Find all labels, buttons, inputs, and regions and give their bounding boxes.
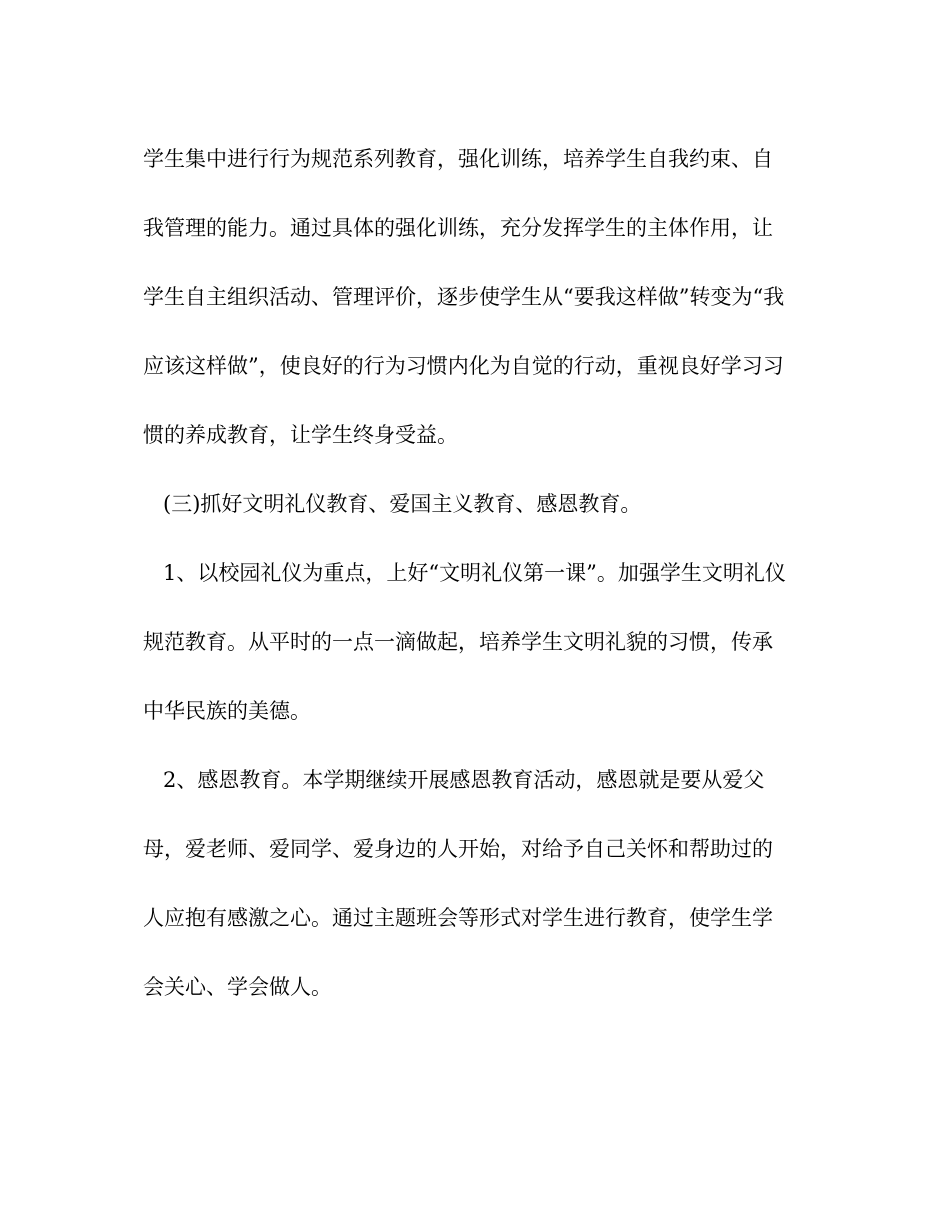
paragraph-3-line-1: 2、感恩教育。本学期继续开展感恩教育活动，感恩就是要从爱父 <box>163 768 765 792</box>
paragraph-3-line-4: 会关心、学会做人。 <box>143 975 332 999</box>
paragraph-2-line-3: 中华民族的美德。 <box>143 699 311 723</box>
paragraph-1-line-5: 惯的养成教育，让学生终身受益。 <box>143 423 458 447</box>
paragraph-2-line-2: 规范教育。从平时的一点一滴做起，培养学生文明礼貌的习惯，传承 <box>143 630 773 654</box>
paragraph-1-line-4: 应该这样做”，使良好的行为习惯内化为自觉的行动，重视良好学习习 <box>143 354 784 378</box>
section-heading: (三)抓好文明礼仪教育、爱国主义教育、感恩教育。 <box>163 492 642 516</box>
paragraph-1-line-1: 学生集中进行行为规范系列教育，强化训练，培养学生自我约束、自 <box>143 147 773 171</box>
paragraph-3-line-2: 母，爱老师、爱同学、爱身边的人开始，对给予自己关怀和帮助过的 <box>143 837 773 861</box>
paragraph-1-line-3: 学生自主组织活动、管理评价，逐步使学生从“要我这样做”转变为“我 <box>143 285 785 309</box>
paragraph-3-line-3: 人应抱有感激之心。通过主题班会等形式对学生进行教育，使学生学 <box>143 906 773 930</box>
paragraph-2-line-1: 1、以校园礼仪为重点，上好“文明礼仪第一课”。加强学生文明礼仪 <box>163 561 786 585</box>
paragraph-1-line-2: 我管理的能力。通过具体的强化训练，充分发挥学生的主体作用，让 <box>143 216 773 240</box>
